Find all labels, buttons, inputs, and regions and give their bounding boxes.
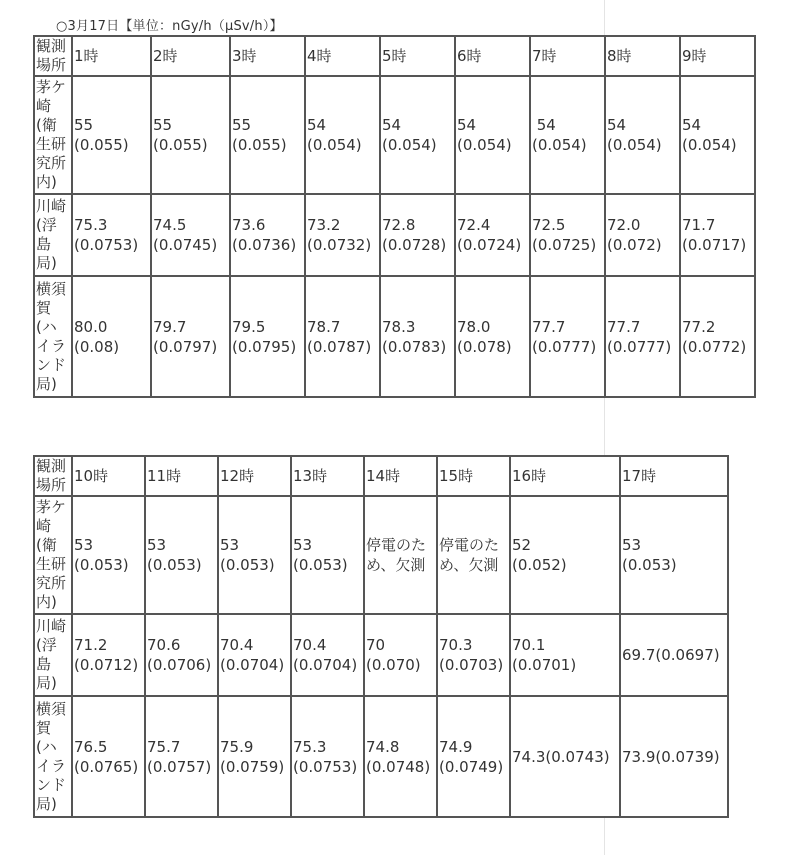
dose-uSv: (0.0736) [232, 236, 297, 254]
value-cell [72, 496, 145, 614]
header-hour: 4時 [305, 36, 380, 76]
value-cell [530, 76, 605, 194]
dose-nGy: 55 [74, 116, 94, 134]
dose-nGy: 75.7 [147, 737, 181, 756]
table-row-yokosuka [34, 276, 755, 397]
dose-uSv: (0.0745) [153, 236, 218, 254]
dose-nGy: 70.3 [439, 636, 473, 654]
dose-nGy: 72.4 [457, 216, 491, 234]
value-cell [230, 276, 305, 397]
dose-nGy: 55 [153, 116, 173, 134]
value-cell [305, 194, 380, 276]
site-name-cell: 川崎(浮島局) [34, 614, 72, 696]
dose-nGy: 73.6 [232, 216, 266, 234]
dose-combined: 69.7(0.0697) [622, 646, 720, 664]
dose-nGy: 79.5 [232, 317, 266, 336]
value-cell [291, 496, 364, 614]
value-cell [72, 696, 145, 817]
dose-uSv: (0.053) [147, 556, 202, 574]
value-cell-missing: 停電のため、欠測 [437, 496, 510, 614]
value-cell [72, 276, 151, 397]
header-hour: 13時 [291, 456, 364, 496]
dose-nGy: 54 [307, 116, 327, 134]
dose-nGy: 70 [366, 636, 386, 654]
value-cell [455, 76, 530, 194]
value-cell [437, 696, 510, 817]
dose-uSv: (0.0759) [220, 757, 285, 776]
dose-nGy: 53 [293, 536, 313, 554]
value-cell [305, 276, 380, 397]
dose-uSv: (0.055) [74, 136, 129, 154]
dose-uSv: (0.0777) [607, 337, 672, 356]
dose-nGy: 74.8 [366, 737, 400, 756]
dose-uSv: (0.0717) [682, 236, 747, 254]
radiation-table-hours-1-9 [33, 35, 756, 398]
header-hour: 8時 [605, 36, 680, 76]
dose-uSv: (0.053) [74, 556, 129, 574]
value-cell [680, 276, 755, 397]
dose-nGy: 75.9 [220, 737, 254, 756]
header-hour: 6時 [455, 36, 530, 76]
dose-uSv: (0.054) [532, 136, 587, 154]
dose-nGy: 78.0 [457, 317, 491, 336]
value-cell [530, 276, 605, 397]
dose-nGy: 55 [232, 116, 252, 134]
dose-nGy: 72.8 [382, 216, 416, 234]
dose-uSv: (0.0712) [74, 656, 139, 674]
dose-uSv: (0.0704) [293, 656, 358, 674]
header-hour: 9時 [680, 36, 755, 76]
value-cell [680, 194, 755, 276]
dose-nGy: 53 [74, 536, 94, 554]
dose-uSv: (0.054) [682, 136, 737, 154]
dose-uSv: (0.0783) [382, 337, 447, 356]
dose-uSv: (0.0753) [293, 757, 358, 776]
dose-uSv: (0.0748) [366, 757, 431, 776]
dose-uSv: (0.0795) [232, 337, 297, 356]
dose-nGy: 74.5 [153, 216, 187, 234]
dose-nGy: 77.7 [607, 317, 641, 336]
dose-uSv: (0.053) [220, 556, 275, 574]
value-cell [437, 614, 510, 696]
header-site-label: 観測場所 [34, 456, 72, 496]
header-hour: 3時 [230, 36, 305, 76]
header-hour: 17時 [620, 456, 728, 496]
value-cell [145, 496, 218, 614]
dose-uSv: (0.055) [232, 136, 287, 154]
dose-uSv: (0.0725) [532, 236, 597, 254]
dose-nGy: 52 [512, 536, 532, 554]
dose-uSv: (0.0732) [307, 236, 372, 254]
dose-uSv: (0.0749) [439, 757, 504, 776]
dose-uSv: (0.0765) [74, 757, 139, 776]
dose-nGy: 72.5 [532, 216, 566, 234]
header-row [34, 36, 755, 76]
dose-nGy: 74.9 [439, 737, 473, 756]
dose-uSv: (0.0706) [147, 656, 212, 674]
dose-uSv: (0.0757) [147, 757, 212, 776]
dose-uSv: (0.08) [74, 337, 120, 356]
value-cell [305, 76, 380, 194]
dose-nGy: 70.6 [147, 636, 181, 654]
value-cell [218, 614, 291, 696]
value-cell [230, 76, 305, 194]
dose-nGy: 78.7 [307, 317, 341, 336]
dose-nGy: 53 [147, 536, 167, 554]
table-row-kawasaki [34, 614, 728, 696]
value-cell [151, 276, 230, 397]
header-hour: 11時 [145, 456, 218, 496]
dose-nGy: 79.7 [153, 317, 187, 336]
value-cell [151, 76, 230, 194]
value-cell [455, 276, 530, 397]
value-cell [510, 696, 620, 817]
dose-combined: 74.3(0.0743) [512, 747, 610, 766]
site-name-cell: 川崎(浮島局) [34, 194, 72, 276]
dose-uSv: (0.053) [293, 556, 348, 574]
value-cell-missing: 停電のため、欠測 [364, 496, 437, 614]
dose-uSv: (0.072) [607, 236, 662, 254]
value-cell [380, 276, 455, 397]
value-cell [230, 194, 305, 276]
value-cell [364, 696, 437, 817]
dose-nGy: 72.0 [607, 216, 641, 234]
dose-nGy: 77.2 [682, 317, 716, 336]
value-cell [291, 696, 364, 817]
dose-uSv: (0.053) [622, 556, 677, 574]
dose-uSv: (0.0701) [512, 656, 577, 674]
dose-uSv: (0.054) [607, 136, 662, 154]
dose-nGy: 78.3 [382, 317, 416, 336]
page-caption: ○3月17日【単位：nGy/h（μSv/h）】 [56, 19, 283, 34]
header-site-label: 観測場所 [34, 36, 72, 76]
dose-nGy: 80.0 [74, 317, 108, 336]
value-cell [218, 696, 291, 817]
value-cell [605, 76, 680, 194]
value-cell [605, 194, 680, 276]
dose-uSv: (0.0704) [220, 656, 285, 674]
value-cell [291, 614, 364, 696]
value-cell [145, 614, 218, 696]
dose-uSv: (0.0772) [682, 337, 747, 356]
dose-uSv: (0.0777) [532, 337, 597, 356]
value-cell [151, 194, 230, 276]
header-hour: 16時 [510, 456, 620, 496]
value-cell [72, 614, 145, 696]
dose-combined: 73.9(0.0739) [622, 747, 720, 766]
dose-uSv: (0.055) [153, 136, 208, 154]
value-cell [605, 276, 680, 397]
dose-nGy: 54 [457, 116, 477, 134]
dose-nGy: 53 [622, 536, 642, 554]
dose-nGy: 75.3 [74, 216, 108, 234]
dose-uSv: (0.078) [457, 337, 512, 356]
dose-nGy: 70.4 [220, 636, 254, 654]
value-cell [455, 194, 530, 276]
value-cell [380, 76, 455, 194]
dose-uSv: (0.070) [366, 656, 421, 674]
value-cell [218, 496, 291, 614]
value-cell [530, 194, 605, 276]
dose-nGy: 54 [532, 116, 556, 134]
dose-nGy: 71.2 [74, 636, 108, 654]
dose-nGy: 54 [382, 116, 402, 134]
value-cell [620, 696, 728, 817]
site-name-cell: 茅ケ崎(衛生研究所内) [34, 76, 72, 194]
dose-uSv: (0.054) [457, 136, 512, 154]
dose-nGy: 54 [607, 116, 627, 134]
value-cell [364, 614, 437, 696]
dose-uSv: (0.054) [307, 136, 362, 154]
site-name-cell: 横須賀(ハイランド局) [34, 276, 72, 397]
dose-uSv: (0.0724) [457, 236, 522, 254]
dose-nGy: 53 [220, 536, 240, 554]
header-hour: 14時 [364, 456, 437, 496]
dose-uSv: (0.0753) [74, 236, 139, 254]
value-cell [72, 194, 151, 276]
dose-nGy: 76.5 [74, 737, 108, 756]
dose-nGy: 73.2 [307, 216, 341, 234]
dose-nGy: 71.7 [682, 216, 716, 234]
dose-uSv: (0.0787) [307, 337, 372, 356]
dose-uSv: (0.0728) [382, 236, 447, 254]
dose-uSv: (0.052) [512, 556, 567, 574]
radiation-table-hours-10-17 [33, 455, 729, 818]
header-hour: 12時 [218, 456, 291, 496]
value-cell [510, 496, 620, 614]
value-cell [72, 76, 151, 194]
value-cell [620, 614, 728, 696]
header-hour: 2時 [151, 36, 230, 76]
header-hour: 10時 [72, 456, 145, 496]
dose-nGy: 70.1 [512, 636, 546, 654]
value-cell [620, 496, 728, 614]
dose-nGy: 77.7 [532, 317, 566, 336]
value-cell [680, 76, 755, 194]
header-hour: 15時 [437, 456, 510, 496]
value-cell [145, 696, 218, 817]
dose-nGy: 54 [682, 116, 702, 134]
header-hour: 5時 [380, 36, 455, 76]
dose-nGy: 75.3 [293, 737, 327, 756]
table-row-chigasaki [34, 496, 728, 614]
value-cell [380, 194, 455, 276]
table-row-yokosuka [34, 696, 728, 817]
dose-uSv: (0.0703) [439, 656, 504, 674]
dose-uSv: (0.054) [382, 136, 437, 154]
dose-nGy: 70.4 [293, 636, 327, 654]
header-hour: 1時 [72, 36, 151, 76]
header-hour: 7時 [530, 36, 605, 76]
site-name-cell: 茅ケ崎(衛生研究所内) [34, 496, 72, 614]
table-row-chigasaki [34, 76, 755, 194]
table-row-kawasaki [34, 194, 755, 276]
value-cell [510, 614, 620, 696]
dose-uSv: (0.0797) [153, 337, 218, 356]
header-row [34, 456, 728, 496]
site-name-cell: 横須賀(ハイランド局) [34, 696, 72, 817]
